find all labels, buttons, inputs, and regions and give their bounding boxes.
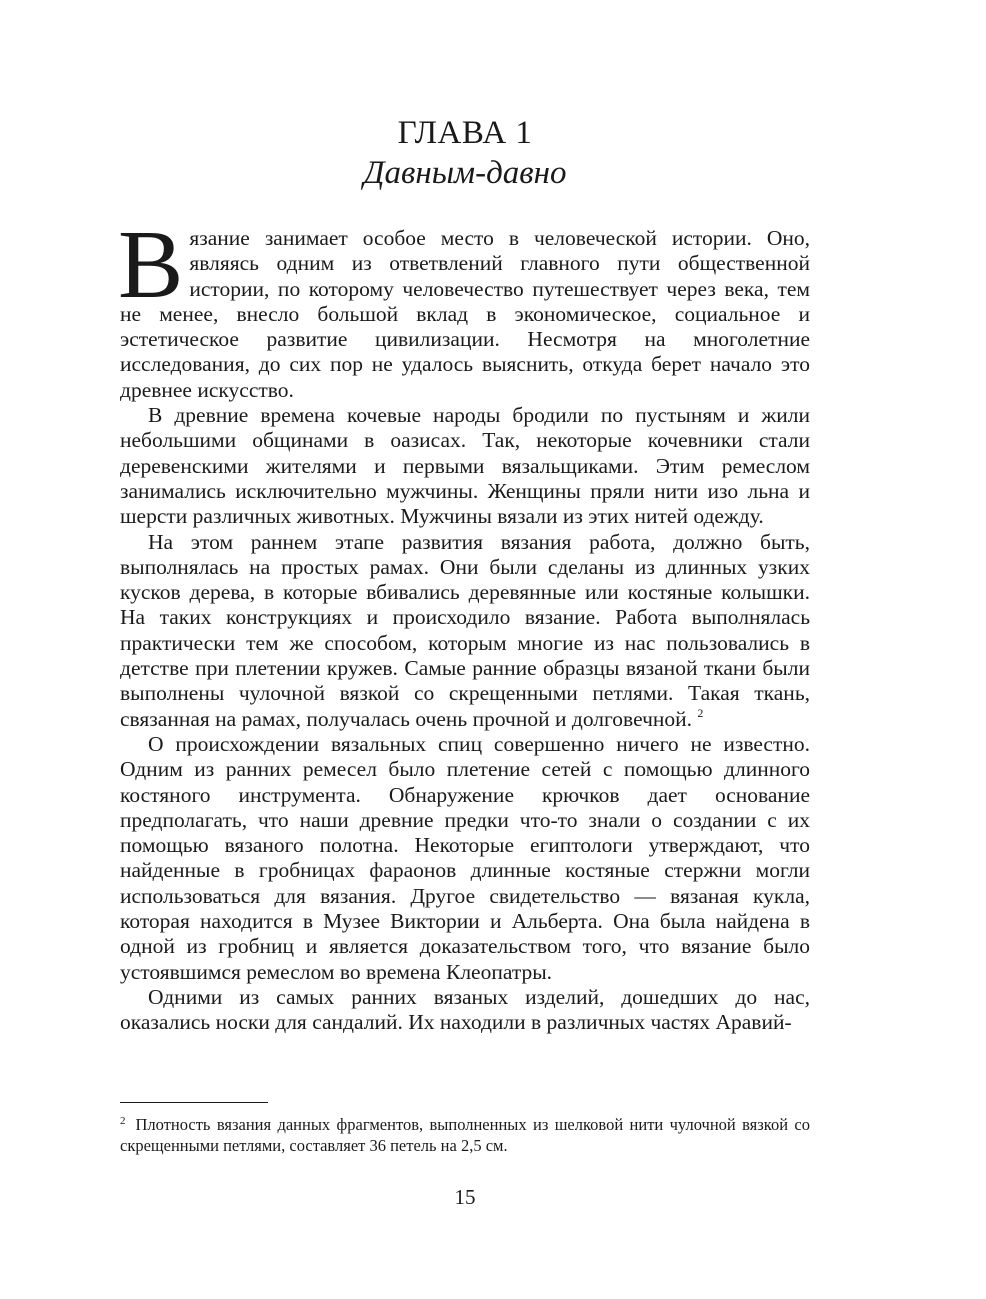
paragraph-2: В древние времена кочевые народы бродили по пустыням и жили небольшими общинами в оазисах. Так, некоторые кочевники стали деревенскими жителями и первыми вязальщиками. Этим ремеслом занимались исключительно мужчины. Женщины пряли нити изо льна и шерсти различных животных. Мужчины вязали из этих нитей одежду. [120, 403, 810, 529]
chapter-body [118, 211, 810, 1036]
paragraph-5: Одними из самых ранних вязаных изделий, дошедших до нас, оказались носки для сандалий. Их находили в различных частях Аравий- [120, 984, 810, 1035]
paragraph-3 [120, 530, 810, 732]
page-number: 15 [454, 1185, 476, 1209]
paragraph-1-text: язание занимает особое место в человеческой истории. Оно, являясь одним из ответвлений главного пути общественной истории, по которому человечество путешествует через века, тем не менее, внесло большой вклад в экономическое, социальное и эстетическое развитие цивилизации. Несмотря на многолетние исследования, до сих пор не удалось выяснить, откуда берет начало это древнее искусство. [120, 226, 810, 402]
footnote-text: Плотность вязания данных фрагментов, выполненных из шелковой нити чулочной вязкой со скрещенными петлями, составляет 36 петель на 2,5 см. [120, 1115, 810, 1155]
footnote [120, 1114, 810, 1156]
book-page [120, 0, 810, 1299]
footnote-reference[interactable]: 2 [697, 705, 704, 720]
paragraph-1 [118, 211, 810, 403]
paragraph-4: О происхождении вязальных спиц совершенно ничего не известно. Одним из ранних ремесел было плетение сетей с помощью длинного костяного инструмента. Обнаружение крючков дает основание предполагать, что наши древние предки что-то знали о создании с их помощью вязаного полотна. Некоторые египтологи утверждают, что найденные в гробницах фараонов длинные костяные стержни могли использоваться для вязания. Другое свидетельство — вязаная кукла, которая находится в Музее Виктории и Альберта. Она была найдена в одной из гробниц и является доказательством того, что вязание было устоявшимся ремеслом во времена Клеопатры. [120, 731, 810, 984]
chapter-number: ГЛАВА 1 [397, 115, 533, 151]
drop-cap: В [118, 211, 184, 319]
footnote-divider [120, 1102, 268, 1103]
chapter-title: Давным-давно [363, 155, 567, 191]
paragraph-3-text: На этом раннем этапе развития вязания работа, должно быть, выполнялась на простых рамах. Они были сделаны из длинных узких кусков дерева, в которые вбивались деревянные или костяные колышки. На таких конструкциях и происходило вязание. Работа выполнялась практически тем же способом, которым многие из нас пользовались в детстве при плетении кружев. Самые ранние образцы вязаной ткани были выполнены чулочной вязкой со скрещенными петлями. Такая ткань, связанная на рамах, получалась очень прочной и долговечной. [120, 529, 810, 731]
footnote-mark: 2 [120, 1115, 126, 1127]
